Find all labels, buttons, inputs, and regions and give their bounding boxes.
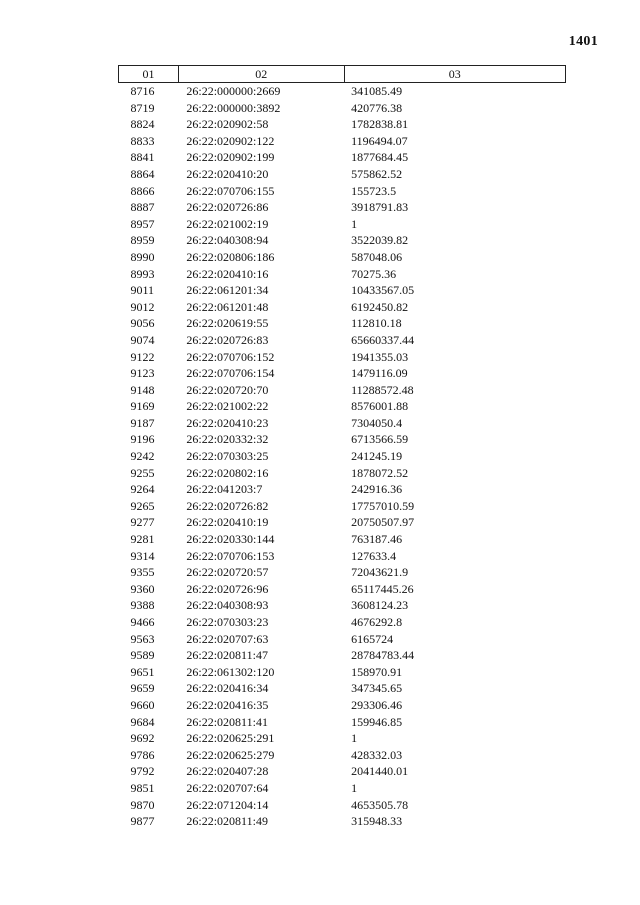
value-cell: 127633.4 bbox=[351, 548, 397, 563]
table-row bbox=[119, 631, 566, 648]
row-number-cell: 9660 bbox=[130, 697, 155, 712]
row-number-cell: 9786 bbox=[130, 747, 155, 762]
row-number-cell: 9255 bbox=[130, 465, 155, 480]
row-number-cell: 9692 bbox=[130, 731, 155, 746]
cadastral-number-cell: 26:22:020707:63 bbox=[186, 631, 269, 646]
row-number-cell: 9651 bbox=[130, 664, 155, 679]
cadastral-number-cell: 26:22:070706:153 bbox=[186, 548, 275, 563]
value-cell: 65117445.26 bbox=[351, 581, 414, 596]
cadastral-number-cell: 26:22:020902:122 bbox=[186, 133, 275, 148]
value-cell: 587048.06 bbox=[351, 249, 403, 264]
cadastral-number-cell: 26:22:061201:48 bbox=[186, 299, 269, 314]
table-row bbox=[119, 614, 566, 631]
data-table bbox=[118, 65, 566, 830]
cadastral-number-cell: 26:22:000000:2669 bbox=[186, 84, 281, 98]
value-cell: 3918791.83 bbox=[351, 200, 409, 215]
table-row bbox=[119, 647, 566, 664]
table-row bbox=[119, 365, 566, 382]
value-cell: 7304050.4 bbox=[351, 415, 403, 430]
row-number-cell: 9187 bbox=[130, 415, 155, 430]
cadastral-number-cell: 26:22:020330:144 bbox=[186, 532, 275, 547]
cadastral-number-cell: 26:22:020410:23 bbox=[186, 415, 269, 430]
cadastral-number-cell: 26:22:020410:20 bbox=[186, 166, 269, 181]
row-number-cell: 9684 bbox=[130, 714, 155, 729]
cadastral-number-cell: 26:22:040308:93 bbox=[186, 598, 269, 613]
table-row bbox=[119, 183, 566, 200]
row-number-cell: 8864 bbox=[130, 166, 155, 181]
cadastral-number-cell: 26:22:020416:35 bbox=[186, 697, 269, 712]
cadastral-number-cell: 26:22:061302:120 bbox=[186, 664, 275, 679]
row-number-cell: 9870 bbox=[130, 797, 155, 812]
value-cell: 1877684.45 bbox=[351, 150, 409, 165]
table-row bbox=[119, 514, 566, 531]
value-cell: 241245.19 bbox=[351, 449, 403, 464]
row-number-cell: 9012 bbox=[130, 299, 155, 314]
value-cell: 420776.38 bbox=[351, 100, 403, 115]
table-row bbox=[119, 448, 566, 465]
cadastral-number-cell: 26:22:020625:279 bbox=[186, 747, 275, 762]
value-cell: 1 bbox=[351, 731, 358, 746]
table-row bbox=[119, 116, 566, 133]
value-cell: 6165724 bbox=[351, 631, 394, 646]
cadastral-number-cell: 26:22:041203:7 bbox=[186, 482, 263, 497]
row-number-cell: 9074 bbox=[130, 332, 155, 347]
cadastral-number-cell: 26:22:061201:34 bbox=[186, 283, 269, 298]
row-number-cell: 8716 bbox=[130, 84, 155, 98]
table-row bbox=[119, 382, 566, 399]
value-cell: 20750507.97 bbox=[351, 515, 415, 530]
value-cell: 1878072.52 bbox=[351, 465, 409, 480]
table-row bbox=[119, 697, 566, 714]
value-cell: 242916.36 bbox=[351, 482, 403, 497]
row-number-cell: 8990 bbox=[130, 249, 155, 264]
value-cell: 10433567.05 bbox=[351, 283, 415, 298]
cadastral-number-cell: 26:22:020806:186 bbox=[186, 249, 275, 264]
value-cell: 112810.18 bbox=[351, 316, 402, 331]
row-number-cell: 9659 bbox=[130, 681, 155, 696]
value-cell: 1479116.09 bbox=[351, 366, 408, 381]
row-number-cell: 8866 bbox=[130, 183, 155, 198]
header-row bbox=[119, 66, 566, 83]
cadastral-number-cell: 26:22:040308:94 bbox=[186, 233, 269, 248]
cadastral-number-cell: 26:22:071204:14 bbox=[186, 797, 269, 812]
value-cell: 1941355.03 bbox=[351, 349, 409, 364]
value-cell: 347345.65 bbox=[351, 681, 403, 696]
row-number-cell: 9281 bbox=[130, 532, 155, 547]
cadastral-number-cell: 26:22:020407:28 bbox=[186, 764, 269, 779]
table-row bbox=[119, 199, 566, 216]
table-row bbox=[119, 564, 566, 581]
value-cell: 763187.46 bbox=[351, 532, 403, 547]
cadastral-number-cell: 26:22:020410:19 bbox=[186, 515, 269, 530]
table-row bbox=[119, 282, 566, 299]
row-number-cell: 8824 bbox=[130, 117, 155, 132]
row-number-cell: 8719 bbox=[130, 100, 155, 115]
value-cell: 3608124.23 bbox=[351, 598, 409, 613]
table-row bbox=[119, 100, 566, 117]
table-row bbox=[119, 415, 566, 432]
table-row bbox=[119, 747, 566, 764]
cadastral-number-cell: 26:22:020902:58 bbox=[186, 117, 269, 132]
cadastral-number-cell: 26:22:020811:47 bbox=[186, 648, 268, 663]
table-row bbox=[119, 714, 566, 731]
table-row bbox=[119, 249, 566, 266]
column-header-02: 02 bbox=[178, 66, 344, 83]
row-number-cell: 9360 bbox=[130, 581, 155, 596]
table-row bbox=[119, 431, 566, 448]
row-number-cell: 9355 bbox=[130, 565, 155, 580]
row-number-cell: 8887 bbox=[130, 200, 155, 215]
table-row bbox=[119, 349, 566, 366]
cadastral-number-cell: 26:22:020811:41 bbox=[186, 714, 268, 729]
value-cell: 11288572.48 bbox=[351, 382, 414, 397]
table-row bbox=[119, 481, 566, 498]
row-number-cell: 9277 bbox=[130, 515, 155, 530]
row-number-cell: 8833 bbox=[130, 133, 155, 148]
cadastral-number-cell: 26:22:070706:155 bbox=[186, 183, 275, 198]
cadastral-number-cell: 26:22:020416:34 bbox=[186, 681, 269, 696]
value-cell: 315948.33 bbox=[351, 814, 403, 829]
value-cell: 8576001.88 bbox=[351, 399, 409, 414]
value-cell: 159946.85 bbox=[351, 714, 403, 729]
row-number-cell: 8993 bbox=[130, 266, 155, 281]
row-number-cell: 9148 bbox=[130, 382, 155, 397]
row-number-cell: 9242 bbox=[130, 449, 155, 464]
row-number-cell: 9589 bbox=[130, 648, 155, 663]
row-number-cell: 9011 bbox=[130, 283, 155, 298]
value-cell: 3522039.82 bbox=[351, 233, 409, 248]
cadastral-number-cell: 26:22:070706:152 bbox=[186, 349, 275, 364]
table-row bbox=[119, 299, 566, 316]
row-number-cell: 9388 bbox=[130, 598, 155, 613]
table-row bbox=[119, 315, 566, 332]
row-number-cell: 8957 bbox=[130, 216, 155, 231]
table-row bbox=[119, 581, 566, 598]
row-number-cell: 9792 bbox=[130, 764, 155, 779]
value-cell: 1 bbox=[351, 216, 358, 231]
table-row bbox=[119, 465, 566, 482]
row-number-cell: 9122 bbox=[130, 349, 155, 364]
table-row bbox=[119, 597, 566, 614]
value-cell: 2041440.01 bbox=[351, 764, 409, 779]
value-cell: 428332.03 bbox=[351, 747, 403, 762]
table-row bbox=[119, 398, 566, 415]
column-header-03: 03 bbox=[344, 66, 565, 83]
value-cell: 575862.52 bbox=[351, 166, 403, 181]
cadastral-number-cell: 26:22:070303:25 bbox=[186, 449, 269, 464]
cadastral-number-cell: 26:22:020726:86 bbox=[186, 200, 269, 215]
row-number-cell: 9466 bbox=[130, 615, 155, 629]
cadastral-number-cell: 26:22:020410:16 bbox=[186, 266, 269, 281]
value-cell: 6713566.59 bbox=[351, 432, 409, 447]
row-number-cell: 8841 bbox=[130, 150, 155, 165]
value-cell: 155723.5 bbox=[351, 183, 397, 198]
cadastral-number-cell: 26:22:020720:70 bbox=[186, 382, 269, 397]
value-cell: 158970.91 bbox=[351, 664, 403, 679]
table-row bbox=[119, 216, 566, 233]
table-row bbox=[119, 166, 566, 183]
cadastral-number-cell: 26:22:070706:154 bbox=[186, 366, 275, 381]
table-row bbox=[119, 797, 566, 814]
value-cell: 28784783.44 bbox=[351, 648, 415, 663]
table-row bbox=[119, 548, 566, 565]
row-number-cell: 9123 bbox=[130, 366, 155, 381]
row-number-cell: 9056 bbox=[130, 316, 155, 331]
table-header bbox=[119, 66, 566, 83]
table-row bbox=[119, 232, 566, 249]
cadastral-number-cell: 26:22:020332:32 bbox=[186, 432, 269, 447]
row-number-cell: 9563 bbox=[130, 631, 155, 646]
row-number-cell: 9265 bbox=[130, 498, 155, 513]
cadastral-number-cell: 26:22:020720:57 bbox=[186, 565, 269, 580]
row-number-cell: 9169 bbox=[130, 399, 155, 414]
table-row bbox=[119, 680, 566, 697]
cadastral-number-cell: 26:22:020726:96 bbox=[186, 581, 269, 596]
value-cell: 1196494.07 bbox=[351, 133, 408, 148]
value-cell: 70275.36 bbox=[351, 266, 397, 281]
value-cell: 17757010.59 bbox=[351, 498, 415, 513]
cadastral-number-cell: 26:22:021002:19 bbox=[186, 216, 269, 231]
value-cell: 4676292.8 bbox=[351, 615, 403, 629]
table-row bbox=[119, 730, 566, 747]
row-number-cell: 9877 bbox=[130, 814, 155, 829]
table-row bbox=[119, 813, 566, 830]
cadastral-number-cell: 26:22:000000:3892 bbox=[186, 100, 281, 115]
value-cell: 4653505.78 bbox=[351, 797, 409, 812]
cadastral-number-cell: 26:22:020902:199 bbox=[186, 150, 275, 165]
table-row bbox=[119, 266, 566, 283]
row-number-cell: 9264 bbox=[130, 482, 155, 497]
value-cell: 1 bbox=[351, 780, 358, 795]
table-row bbox=[119, 133, 566, 150]
value-cell: 341085.49 bbox=[351, 84, 403, 98]
table-row bbox=[119, 531, 566, 548]
table-row bbox=[119, 149, 566, 166]
column-header-01: 01 bbox=[119, 66, 179, 83]
page-number: 1401 bbox=[568, 34, 598, 49]
row-number-cell: 9196 bbox=[130, 432, 155, 447]
table-row bbox=[119, 332, 566, 349]
row-number-cell: 8959 bbox=[130, 233, 155, 248]
table-row bbox=[119, 763, 566, 780]
cadastral-number-cell: 26:22:020707:64 bbox=[186, 780, 269, 795]
cadastral-number-cell: 26:22:020811:49 bbox=[186, 814, 268, 829]
cadastral-number-cell: 26:22:020726:83 bbox=[186, 332, 269, 347]
cadastral-number-cell: 26:22:020802:16 bbox=[186, 465, 269, 480]
cadastral-number-cell: 26:22:020726:82 bbox=[186, 498, 269, 513]
table-row bbox=[119, 498, 566, 515]
row-number-cell: 9851 bbox=[130, 780, 155, 795]
row-number-cell: 9314 bbox=[130, 548, 155, 563]
table-row bbox=[119, 664, 566, 681]
table-body bbox=[119, 83, 566, 830]
cadastral-number-cell: 26:22:070303:23 bbox=[186, 615, 269, 629]
value-cell: 6192450.82 bbox=[351, 299, 409, 314]
value-cell: 293306.46 bbox=[351, 697, 403, 712]
table-row bbox=[119, 83, 566, 100]
value-cell: 65660337.44 bbox=[351, 332, 415, 347]
cadastral-number-cell: 26:22:020625:291 bbox=[186, 731, 275, 746]
cadastral-number-cell: 26:22:020619:55 bbox=[186, 316, 269, 331]
value-cell: 72043621.9 bbox=[351, 565, 409, 580]
table-row bbox=[119, 780, 566, 797]
cadastral-number-cell: 26:22:021002:22 bbox=[186, 399, 269, 414]
value-cell: 1782838.81 bbox=[351, 117, 409, 132]
